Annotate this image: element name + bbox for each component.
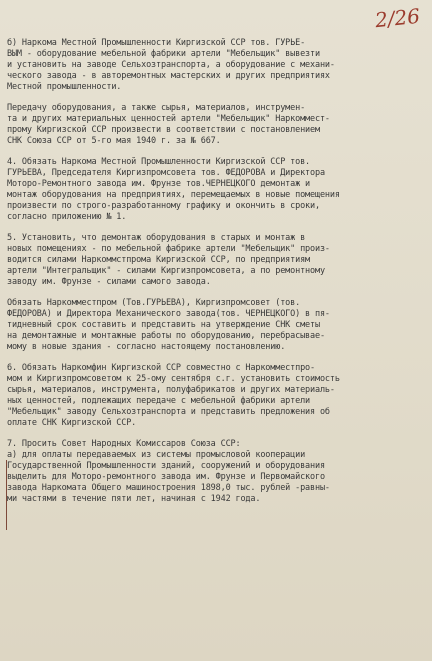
document-body: [7, 38, 421, 515]
text-line: тидневный срок составить и представить на утверждение СНК сметы: [7, 320, 320, 330]
paragraph-7: [7, 439, 421, 505]
text-line: Моторо-Ремонтного завода им. Фрунзе тов.ЧЕРНЕЦКОГО демонтаж и: [7, 179, 311, 189]
text-line: Государственной Промышленности зданий, сооружений и оборудования: [7, 461, 325, 471]
text-line: мом и Киргизпромсоветом к 25-ому сентября с.г. установить стоимость: [7, 374, 340, 384]
text-line: выделить для Моторо-ремонтного завода им. Фрунзе и Первомайского: [7, 472, 325, 482]
text-line: Обязать Наркомместпром (Тов.ГУРЬЕВА), Киргизпромсовет (тов.: [7, 298, 301, 308]
text-line: ФЕДОРОВА) и Директора Механического завода(тов. ЧЕРНЕЦКОГО) в пя-: [7, 309, 330, 319]
paragraph-6: [7, 363, 421, 429]
handwritten-page-number: 2/26: [373, 3, 422, 33]
text-line: 6. Обязать Наркомфин Киргизской ССР совместно с Наркомместпро-: [7, 363, 315, 373]
paragraph-transfer: [7, 103, 421, 147]
text-line: 4. Обязать Наркома Местной Промышленности Киргизской ССР тов.: [7, 157, 311, 167]
text-line: и установить на заводе Сельхозтранспорта, а оборудование с механи-: [7, 60, 335, 70]
paragraph-3b: [7, 38, 421, 93]
text-line: водится силами Наркоммстпрома Киргизской ССР, по предприятиям: [7, 255, 311, 265]
paragraph-5-obligation: [7, 298, 421, 353]
text-line: а) для оплаты передаваемых из системы промысловой кооперации: [7, 450, 306, 460]
text-line: завода Наркомата Общего машиностроения 1898,0 тыс. рублей -равны-: [7, 483, 330, 493]
paragraph-4: [7, 157, 421, 223]
text-line: оплате СНК Киргизской ССР.: [7, 418, 137, 428]
text-line: СНК Союза ССР от 5-го мая 1940 г. за № 667.: [7, 136, 221, 146]
text-line: прому Киргизской ССР произвести в соответствии с постановлением: [7, 125, 320, 135]
text-line: ГУРЬЕВА, Председателя Киргизпромсовета тов. ФЕДОРОВА и Директора: [7, 168, 325, 178]
text-line: артели "Интегральщик" - силами Киргизпромсовета, а по ремонтному: [7, 266, 325, 276]
paragraph-5: [7, 233, 421, 288]
text-line: 7. Просить Совет Народных Комиссаров Союза ССР:: [7, 439, 241, 449]
text-line: произвести по строго-разработанному графику и окончить в сроки,: [7, 201, 320, 211]
text-line: согласно приложению № 1.: [7, 212, 127, 222]
text-line: ных ценностей, подлежащих передаче с мебельной фабрики артели: [7, 396, 311, 406]
text-line: мому в новые здания - согласно настоящему постановлению.: [7, 342, 286, 352]
text-line: ческого завода - в авторемонтных мастерских и других предприятиях: [7, 71, 330, 81]
text-line: заводу им. Фрунзе - силами самого завода.: [7, 277, 211, 287]
text-line: б) Наркома Местной Промышленности Киргизской ССР тов. ГУРЬЕ-: [7, 38, 306, 48]
text-line: сырья, материалов, инструмента, полуфабрикатов и других материаль-: [7, 385, 335, 395]
text-line: ВЫМ - оборудование мебельной фабрики артели "Мебельщик" вывезти: [7, 49, 320, 59]
text-line: монтаж оборудования на предприятиях, перемещаемых в новые помещения: [7, 190, 340, 200]
text-line: Местной промышленности.: [7, 82, 122, 92]
text-line: ми частями в течение пяти лет, начиная с 1942 года.: [7, 494, 261, 504]
text-line: "Мебельщик" заводу Сельхозтранспорта и представить предложения об: [7, 407, 330, 417]
text-line: на демонтажные и монтажные работы по оборудованию, перебрасывае-: [7, 331, 325, 341]
text-line: новых помещениях - по мебельной фабрике артели "Мебельщик" произ-: [7, 244, 330, 254]
text-line: 5. Установить, что демонтаж оборудования в старых и монтаж в: [7, 233, 306, 243]
text-line: та и других материальных ценностей артели "Мебельщик" Наркоммест-: [7, 114, 330, 124]
text-line: Передачу оборудования, а также сырья, материалов, инструмен-: [7, 103, 306, 113]
